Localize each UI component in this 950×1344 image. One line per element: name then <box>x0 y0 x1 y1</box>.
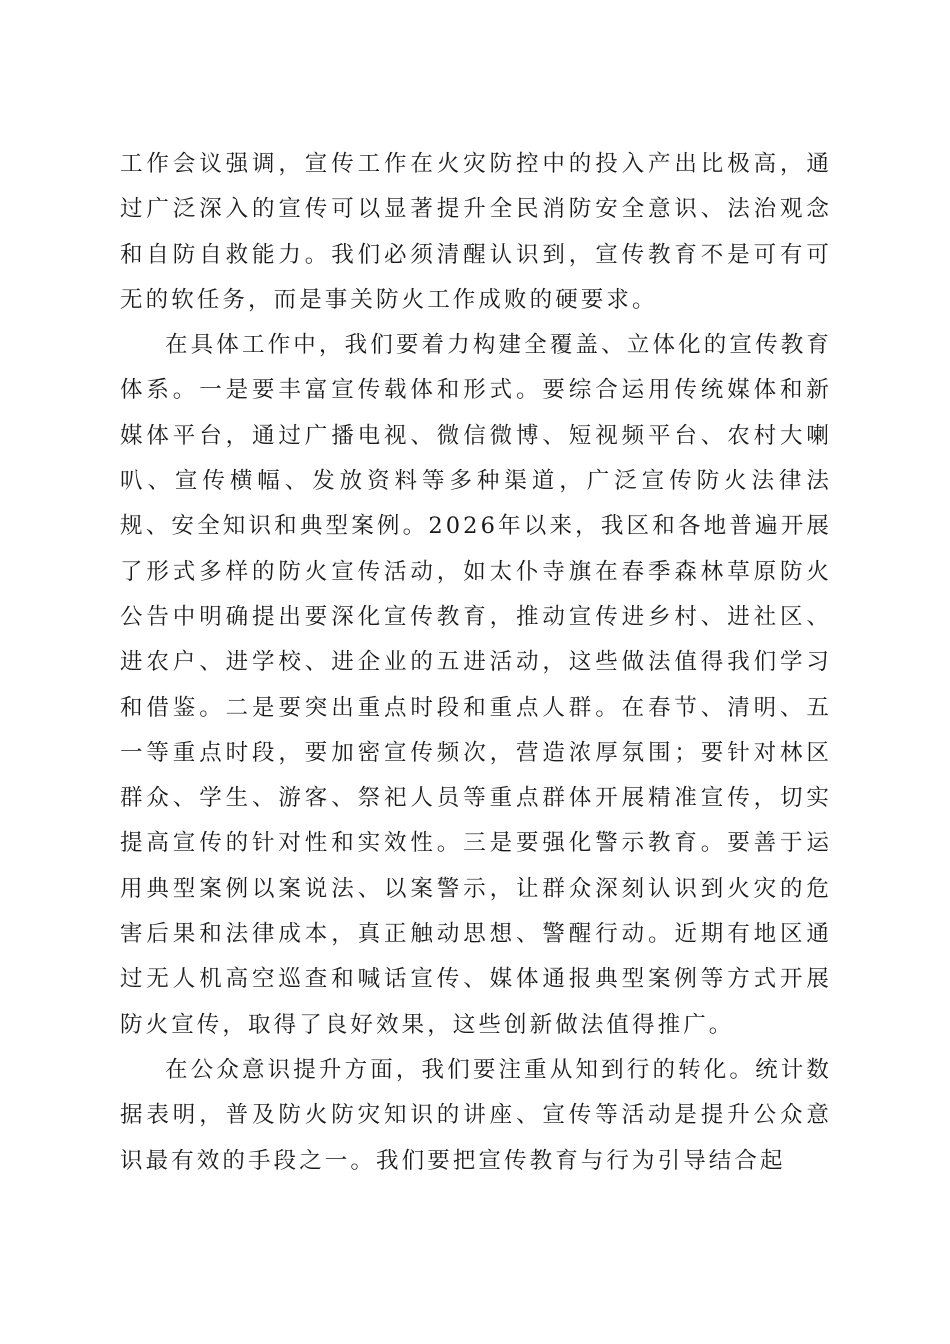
paragraph-continuation: 工作会议强调，宣传工作在火灾防控中的投入产出比极高，通过广泛深入的宣传可以显著提升全民消防安全意识、法治观念和自防自救能力。我们必须清醒认识到，宣传教育不是可有可无的软任务，而是事关防火工作成败的硬要求。 <box>120 151 832 313</box>
paragraph-public-awareness: 在公众意识提升方面，我们要注重从知到行的转化。统计数据表明，普及防火防灾知识的讲座、宣传等活动是提升公众意识最有效的手段之一。我们要把宣传教育与行为引导结合起 <box>120 1056 832 1174</box>
paragraph-publicity-system: 在具体工作中，我们要着力构建全覆盖、立体化的宣传教育体系。一是要丰富宣传载体和形式。要综合运用传统媒体和新媒体平台，通过广播电视、微信微博、短视频平台、农村大喇叭、宣传横幅、发放资料等多种渠道，广泛宣传防火法律法规、安全知识和典型案例。2026年以来，我区和各地普遍开展了形式多样的防火宣传活动，如太仆寺旗在春季森林草原防火公告中明确提出要深化宣传教育，推动宣传进乡村、进社区、进农户、进学校、进企业的五进活动，这些做法值得我们学习和借鉴。二是要突出重点时段和重点人群。在春节、清明、五一等重点时段，要加密宣传频次，营造浓厚氛围；要针对林区群众、学生、游客、祭祀人员等重点群体开展精准宣传，切实提高宣传的针对性和实效性。三是要强化警示教育。要善于运用典型案例以案说法、以案警示，让群众深刻认识到火灾的危害后果和法律成本，真正触动思想、警醒行动。近期有地区通过无人机高空巡查和喊话宣传、媒体通报典型案例等方式开展防火宣传，取得了良好效果，这些创新做法值得推广。 <box>120 332 832 1038</box>
document-body <box>120 142 832 1184</box>
